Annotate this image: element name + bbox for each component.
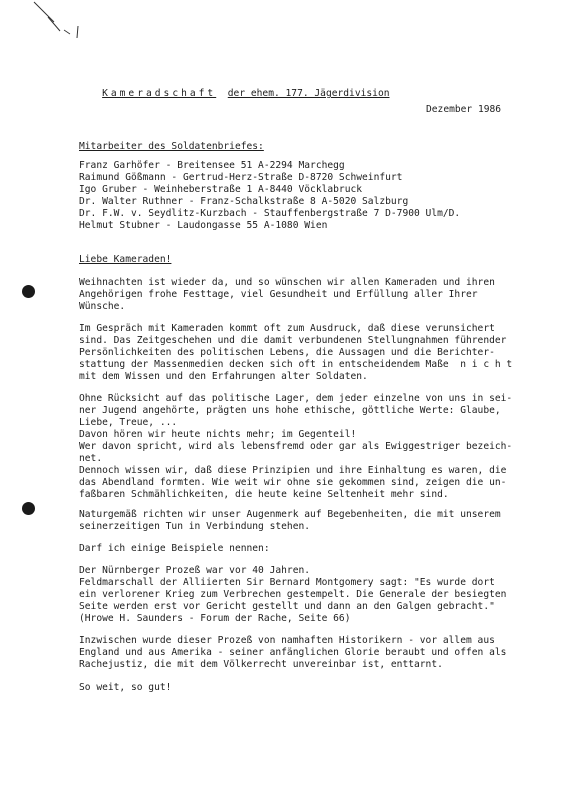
paragraph-line: Ohne Rücksicht auf das politische Lager, dem jeder einzelne von uns in sei- xyxy=(79,393,513,404)
punch-hole-top xyxy=(22,285,35,298)
paragraph-line: Wer davon spricht, wird als lebensfremd oder gar als Ewiggestriger bezeich- xyxy=(79,441,513,452)
staff-member: Franz Garhöfer - Breitensee 51 A-2294 Marchegg xyxy=(79,160,345,171)
letter-date: Dezember 1986 xyxy=(426,104,502,115)
paragraph-line: net. xyxy=(79,453,103,464)
paragraph-line: faßbaren Schmählichkeiten, die heute keine Seltenheit mehr sind. xyxy=(79,489,449,500)
paragraph-line: Darf ich einige Beispiele nennen: xyxy=(79,543,270,554)
paragraph-line: Feldmarschall der Alliierten Sir Bernard Montgomery sagt: "Es wurde dort xyxy=(79,577,495,588)
paragraph-line: Rachejustiz, die mit dem Völkerrecht unvereinbar ist, enttarnt. xyxy=(79,659,443,670)
paragraph-line: Liebe, Treue, ... xyxy=(79,417,178,428)
paragraph-line: Seite werden erst vor Gericht gestellt und dann an den Galgen gebracht." xyxy=(79,601,495,612)
paragraph-line: Dennoch wissen wir, daß diese Prinzipien und ihre Einhaltung es waren, die xyxy=(79,465,507,476)
paragraph-line: Im Gespräch mit Kameraden kommt oft zum Ausdruck, daß diese verunsichert xyxy=(79,323,495,334)
paragraph-line: (Hrowe H. Saunders - Forum der Rache, Seite 66) xyxy=(79,613,351,624)
staff-member: Dr. F.W. v. Seydlitz-Kurzbach - Stauffenbergstraße 7 D-7900 Ulm/D. xyxy=(79,208,461,219)
org-name-rest: der ehem. 177. Jägerdivision xyxy=(227,88,390,99)
org-name-spaced: Kameradschaft xyxy=(102,88,217,99)
paragraph-line: Naturgemäß richten wir unser Augenmerk auf Begebenheiten, die mit unserem xyxy=(79,509,501,520)
paragraph-line: Inzwischen wurde dieser Prozeß von namhaften Historikern - vor allem aus xyxy=(79,635,495,646)
salutation: Liebe Kameraden! xyxy=(79,254,172,265)
punch-hole-bottom xyxy=(22,502,35,515)
staff-member: Raimund Gößmann - Gertrud-Herz-Straße D-8720 Schweinfurt xyxy=(79,172,403,183)
closing-line: So weit, so gut! xyxy=(79,682,172,693)
paragraph-line: Davon hören wir heute nichts mehr; im Gegenteil! xyxy=(79,429,357,440)
corner-pen-marks xyxy=(28,0,98,50)
staff-member: Dr. Walter Ruthner - Franz-Schalkstraße 8 A-5020 Salzburg xyxy=(79,196,409,207)
paragraph-line: das Abendland formten. Wie weit wir ohne sie gekommen sind, zeigen die un- xyxy=(79,477,507,488)
paragraph-line: Wünsche. xyxy=(79,301,126,312)
staff-member: Igo Gruber - Weinheberstraße 1 A-8440 Vöcklabruck xyxy=(79,184,363,195)
paragraph-line: ner Jugend angehörte, prägten uns hohe ethische, göttliche Werte: Glaube, xyxy=(79,405,501,416)
paragraph-line: sind. Das Zeitgeschehen und die damit verbundenen Stellungnahmen führender xyxy=(79,335,507,346)
paragraph-line: Angehörigen frohe Festtage, viel Gesundheit und Erfüllung aller Ihrer xyxy=(79,289,478,300)
paragraph-line: stattung der Massenmedien decken sich oft in entscheidendem Maße n i c h t xyxy=(79,359,513,370)
paragraph-line: England und aus Amerika - seiner anfänglichen Glorie beraubt und offen als xyxy=(79,647,507,658)
org-header xyxy=(79,77,390,110)
paragraph-line: seinerzeitigen Tun in Verbindung stehen. xyxy=(79,521,311,532)
paragraph-line: mit dem Wissen und den Erfahrungen alter Soldaten. xyxy=(79,371,368,382)
paragraph-line: Der Nürnberger Prozeß war vor 40 Jahren. xyxy=(79,565,311,576)
paragraph-line: ein verlorener Krieg zum Verbrechen gestempelt. Die Generale der besiegten xyxy=(79,589,507,600)
staff-heading: Mitarbeiter des Soldatenbriefes: xyxy=(79,141,264,152)
paragraph-line: Persönlichkeiten des politischen Lebens, die Aussagen und die Berichter- xyxy=(79,347,495,358)
paragraph-line: Weihnachten ist wieder da, und so wünschen wir allen Kameraden und ihren xyxy=(79,277,495,288)
staff-member: Helmut Stubner - Laudongasse 55 A-1080 Wien xyxy=(79,220,328,231)
